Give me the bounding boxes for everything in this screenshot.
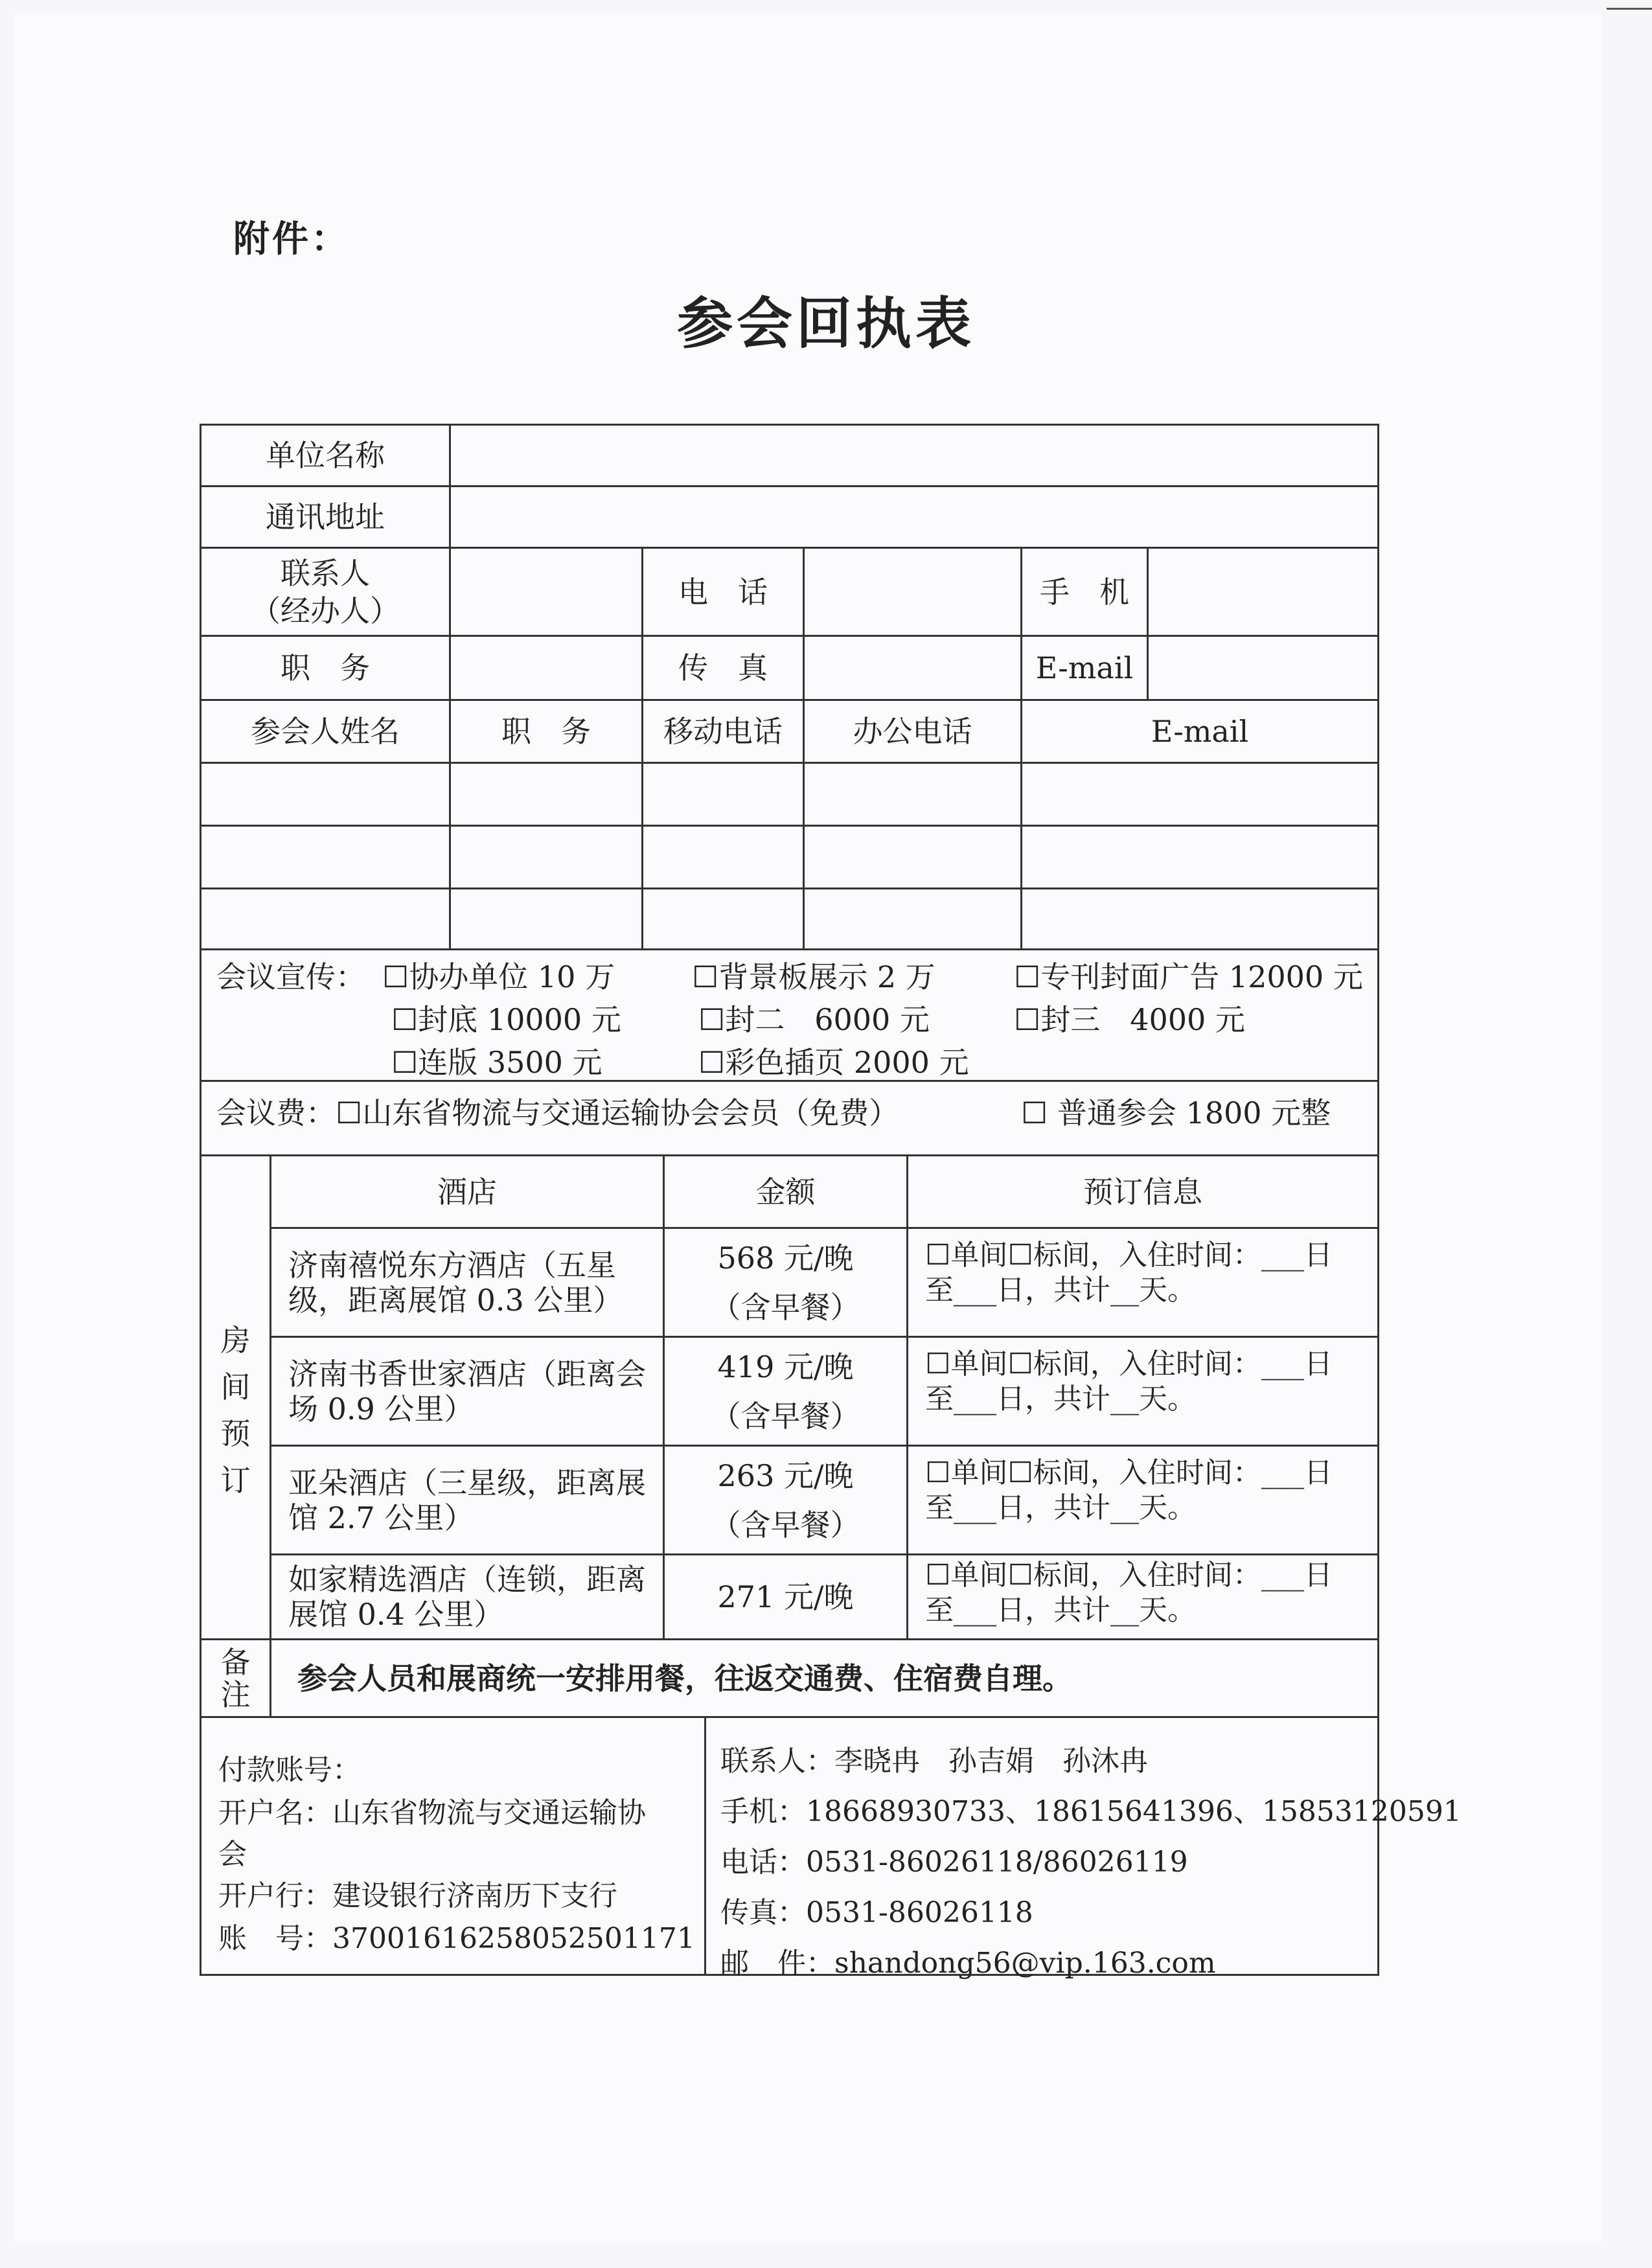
attendee-row-1-position[interactable]	[449, 762, 643, 827]
attendee-row-3-email[interactable]	[1020, 888, 1379, 950]
label-fax: 传 真	[641, 635, 805, 701]
field-mobile[interactable]	[1147, 547, 1379, 637]
payment-bank: 开户行：建设银行济南历下支行	[218, 1879, 617, 1912]
label-unit-name: 单位名称	[200, 424, 451, 487]
page-title: 参会回执表	[677, 292, 975, 356]
attendee-row-2-email[interactable]	[1020, 825, 1379, 889]
attendee-row-3-position[interactable]	[449, 888, 643, 950]
hotel-1-name: 济南禧悦东方酒店（五星级，距离展馆 0.3 公里）	[270, 1227, 665, 1338]
field-unit-name[interactable]	[449, 424, 1379, 487]
promo-option-color-insert[interactable]: ☐彩色插页 2000 元	[698, 1045, 969, 1080]
hotel-3-price: 263 元/晚 （含早餐）	[663, 1445, 908, 1555]
promo-option-backdrop[interactable]: ☐背景板展示 2 万	[692, 959, 935, 994]
payment-account-label: 付款账号：	[218, 1754, 361, 1787]
attendee-row-3-mobile[interactable]	[641, 888, 805, 950]
header-price: 金额	[663, 1154, 908, 1229]
header-attendee-mobile: 移动电话	[641, 699, 805, 764]
fee-member-option[interactable]: 会议费：☐山东省物流与交通运输协会会员（免费）	[216, 1095, 899, 1130]
remarks-text: 参会人员和展商统一安排用餐，往返交通费、住宿费自理。	[270, 1638, 1379, 1718]
attendee-row-2-office-phone[interactable]	[803, 825, 1022, 889]
contact-persons: 联系人：李晓冉 孙吉娟 孙沐冉	[720, 1745, 1148, 1778]
label-contact: 联系人 （经办人）	[200, 547, 451, 637]
label-phone: 电 话	[641, 547, 805, 637]
promo-option-spread[interactable]: ☐连版 3500 元	[391, 1045, 602, 1080]
header-attendee-office-phone: 办公电话	[803, 699, 1022, 764]
contact-mobiles: 手机：18668930733、18615641396、15853120591	[720, 1795, 1462, 1828]
field-position[interactable]	[449, 635, 643, 701]
header-booking-info: 预订信息	[906, 1154, 1379, 1229]
promo-option-inside-back[interactable]: ☐封三 4000 元	[1014, 1002, 1245, 1037]
contact-fax: 传真：0531-86026118	[720, 1896, 1033, 1929]
attendee-row-2-mobile[interactable]	[641, 825, 805, 889]
hotel-2-booking[interactable]: ☐单间☐标间，入住时间：___日 至___日，共计__天。	[906, 1336, 1379, 1447]
scan-edge-mark	[1607, 8, 1652, 10]
label-position: 职 务	[200, 635, 451, 701]
attendee-row-3-office-phone[interactable]	[803, 888, 1022, 950]
annex-label: 附件：	[233, 218, 350, 260]
hotel-3-name: 亚朵酒店（三星级，距离展馆 2.7 公里）	[270, 1445, 665, 1555]
payment-info	[200, 1716, 706, 1976]
attendee-row-1-name[interactable]	[200, 762, 451, 827]
hotel-4-name: 如家精选酒店（连锁，距离展馆 0.4 公里）	[270, 1553, 665, 1640]
header-attendee-email: E-mail	[1020, 699, 1379, 764]
attendee-row-1-mobile[interactable]	[641, 762, 805, 827]
promo-option-cover-ad[interactable]: ☐专刊封面广告 12000 元	[1014, 959, 1363, 994]
hotel-3-booking[interactable]: ☐单间☐标间，入住时间：___日 至___日，共计__天。	[906, 1445, 1379, 1555]
label-email: E-mail	[1020, 635, 1149, 701]
hotel-4-booking[interactable]: ☐单间☐标间，入住时间：___日 至___日，共计__天。	[906, 1553, 1379, 1640]
header-attendee-position: 职 务	[449, 699, 643, 764]
fee-regular-option[interactable]: ☐ 普通参会 1800 元整	[1021, 1095, 1331, 1130]
attendee-row-2-position[interactable]	[449, 825, 643, 889]
promo-option-back-cover[interactable]: ☐封底 10000 元	[391, 1002, 621, 1037]
attendee-row-3-name[interactable]	[200, 888, 451, 950]
payment-account-number: 账 号：37001616258052501171	[218, 1922, 695, 1955]
field-fax[interactable]	[803, 635, 1022, 701]
remarks-label: 备 注	[200, 1638, 271, 1718]
promotion-label: 会议宣传：	[216, 959, 365, 994]
field-contact[interactable]	[449, 547, 643, 637]
payment-account-name: 开户名：山东省物流与交通运输协	[218, 1796, 646, 1829]
field-address[interactable]	[449, 485, 1379, 549]
contact-phone: 电话：0531-86026118/86026119	[720, 1846, 1188, 1879]
label-address: 通讯地址	[200, 485, 451, 549]
hotel-2-name: 济南书香世家酒店（距离会场 0.9 公里）	[270, 1336, 665, 1447]
attendee-row-2-name[interactable]	[200, 825, 451, 889]
hotel-1-price: 568 元/晚 （含早餐）	[663, 1227, 908, 1338]
hotel-1-booking[interactable]: ☐单间☐标间，入住时间：___日 至___日，共计__天。	[906, 1227, 1379, 1338]
promo-option-inside-front[interactable]: ☐封二 6000 元	[698, 1002, 930, 1037]
payment-account-name-cont: 会	[218, 1838, 247, 1871]
field-email[interactable]	[1147, 635, 1379, 701]
attendee-row-1-office-phone[interactable]	[803, 762, 1022, 827]
label-mobile: 手 机	[1020, 547, 1149, 637]
field-phone[interactable]	[803, 547, 1022, 637]
promo-option-co-organizer[interactable]: ☐协办单位 10 万	[382, 959, 615, 994]
hotel-4-price: 271 元/晚	[663, 1553, 908, 1640]
contact-info	[704, 1716, 1462, 1980]
attendee-row-1-email[interactable]	[1020, 762, 1379, 827]
room-booking-side-label: 房 间 预 订	[200, 1154, 271, 1640]
contact-email: 邮 件：shandong56@vip.163.com	[720, 1947, 1216, 1980]
hotel-2-price: 419 元/晚 （含早餐）	[663, 1336, 908, 1447]
header-hotel: 酒店	[270, 1154, 665, 1229]
header-attendee-name: 参会人姓名	[200, 699, 451, 764]
